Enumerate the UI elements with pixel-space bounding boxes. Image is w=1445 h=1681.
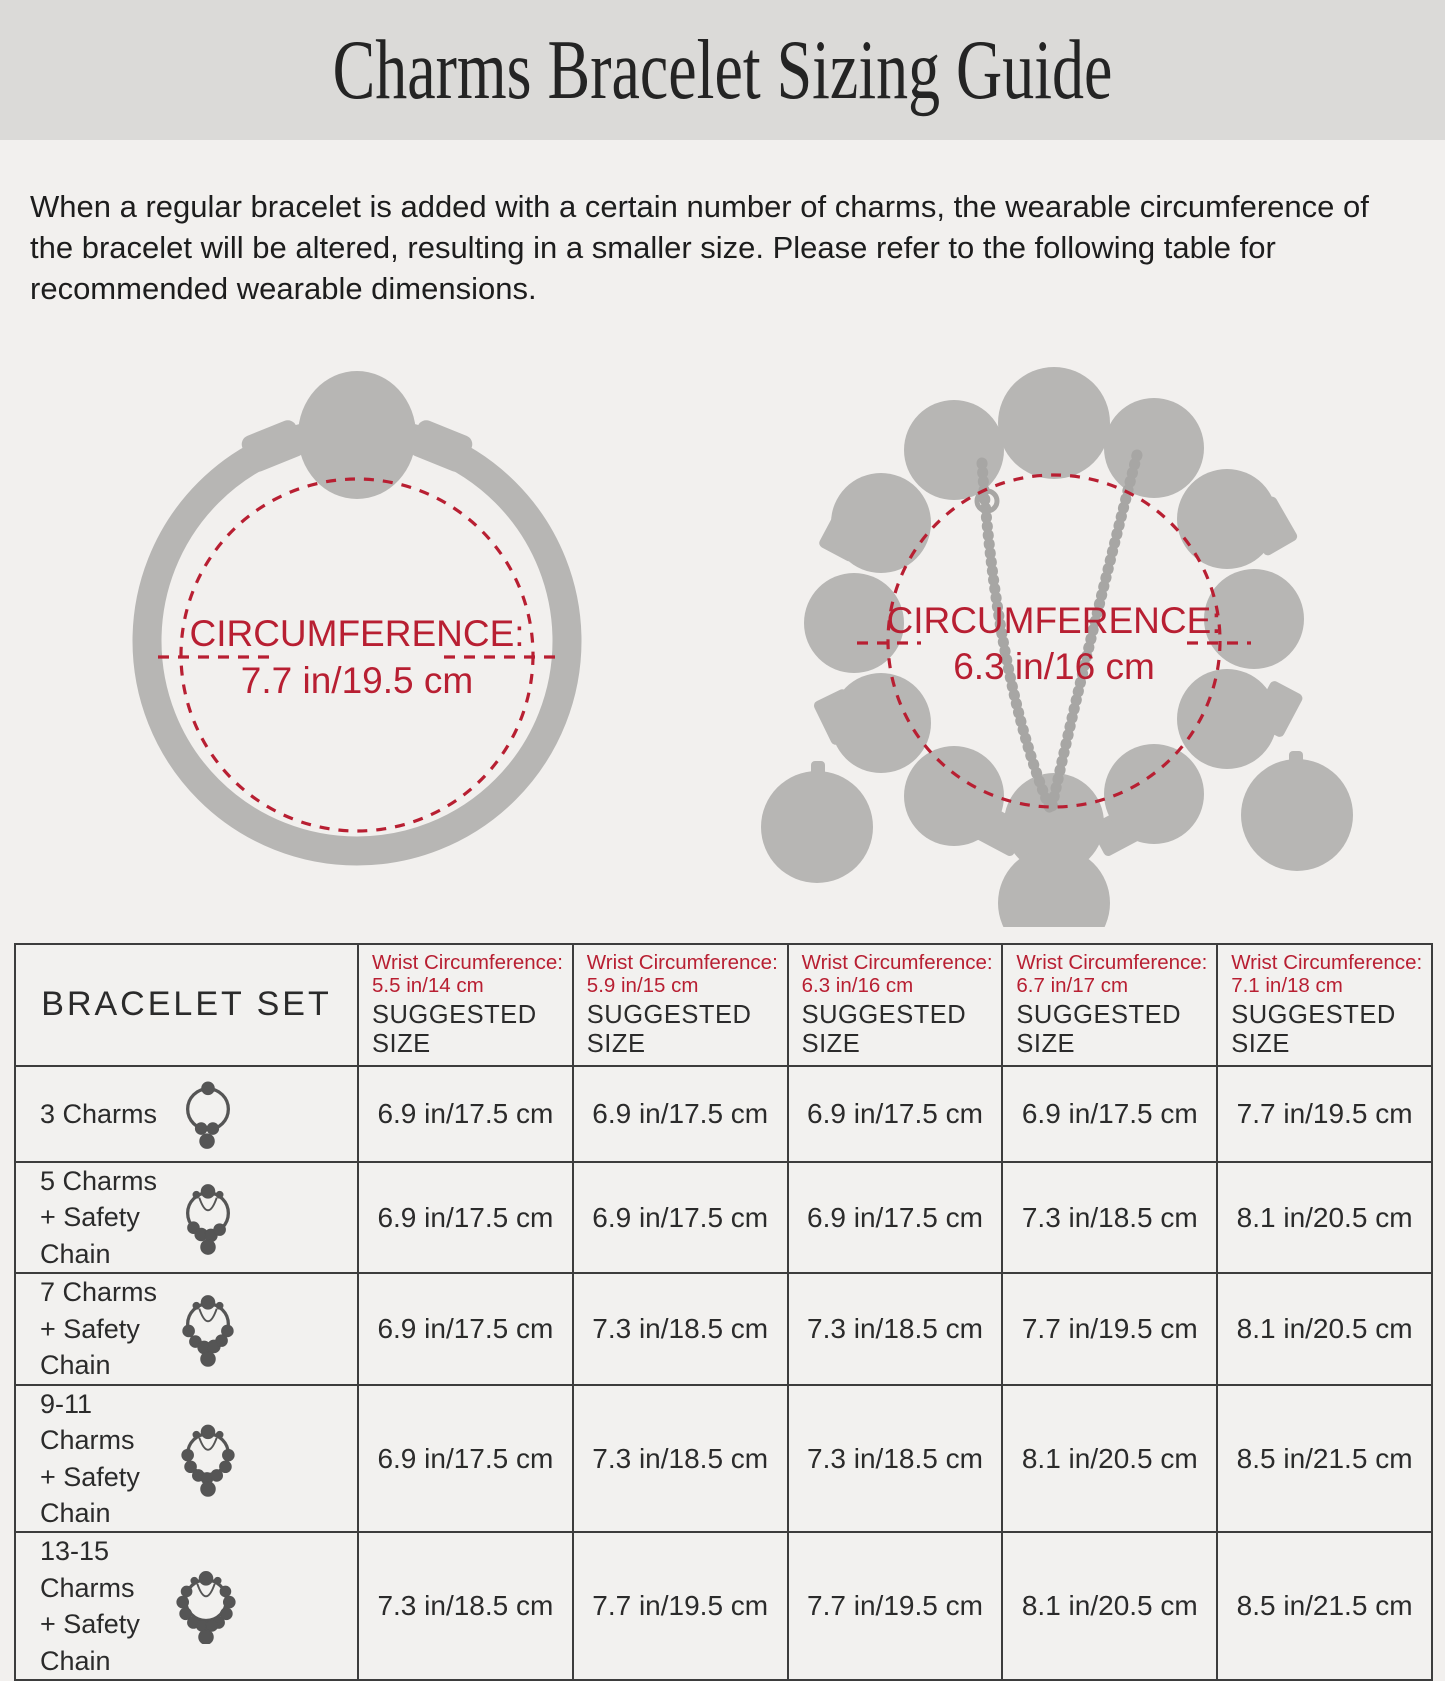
column-header-4 (1002, 944, 1217, 1066)
plain-bracelet-silhouette (147, 371, 567, 851)
size-cell: 7.7 in/19.5 cm (573, 1532, 788, 1680)
size-cell: 6.9 in/17.5 cm (788, 1162, 1003, 1273)
plain-circumference-value: 7.7 in/19.5 cm (240, 659, 474, 701)
wrist-label: Wrist Circumference: (1231, 950, 1423, 974)
size-cell: 7.7 in/19.5 cm (1002, 1273, 1217, 1384)
size-cell: 6.9 in/17.5 cm (358, 1273, 573, 1384)
size-cell: 8.1 in/20.5 cm (1002, 1532, 1217, 1680)
bracelet-13-15-charms-icon (173, 1568, 239, 1644)
suggested-size-label: SUGGESTED SIZE (1016, 1001, 1182, 1059)
table-row: 5 Charms + Safety Chain 6.9 in/17.5 cm 6.9 in/17.5 cm 6.9 in/17.5 cm 7.3 in/18.5 cm 8.1 in/20.5 cm (15, 1162, 1432, 1273)
charm-circumference-value: 6.3 in/16 cm (953, 645, 1155, 687)
bracelet-5-charms-icon (177, 1180, 239, 1256)
size-cell: 7.3 in/18.5 cm (788, 1385, 1003, 1533)
plain-bracelet-illustration (66, 343, 648, 927)
row-label: 3 Charms (40, 1098, 158, 1129)
column-header-5 (1217, 944, 1432, 1066)
size-cell: 6.9 in/17.5 cm (573, 1066, 788, 1162)
table-row (15, 1066, 1432, 1162)
size-cell: 6.9 in/17.5 cm (1002, 1066, 1217, 1162)
row-label: 5 Charms (40, 1166, 158, 1197)
bracelet-7-charms-icon (177, 1291, 239, 1367)
size-cell: 6.9 in/17.5 cm (358, 1066, 573, 1162)
size-cell: 8.5 in/21.5 cm (1217, 1385, 1432, 1533)
size-cell: 6.9 in/17.5 cm (573, 1162, 788, 1273)
suggested-size-label: SUGGESTED SIZE (586, 1001, 752, 1059)
table-row: 13-15 Charms + Safety Chain 7.3 in/18.5 cm 7.7 in/19.5 cm 7.7 in/19.5 cm 8.1 in/20.5 cm 8.5 in/21.5 cm (15, 1532, 1432, 1680)
table-header-row (15, 944, 1432, 1066)
wrist-label: Wrist Circumference: (372, 950, 563, 974)
plain-circumference-label: CIRCUMFERENCE: (189, 612, 525, 654)
page-title: Charms Bracelet Sizing Guide (332, 22, 1113, 117)
size-cell: 7.3 in/18.5 cm (358, 1532, 573, 1680)
size-cell: 8.1 in/20.5 cm (1217, 1162, 1432, 1273)
column-header-2 (573, 944, 788, 1066)
sizing-table (14, 943, 1433, 1681)
size-cell: 7.7 in/19.5 cm (1217, 1066, 1432, 1162)
table-row: 9-11 Charms + Safety Chain 6.9 in/17.5 cm 7.3 in/18.5 cm 7.3 in/18.5 cm 8.1 in/20.5 cm 8.5 in/21.5 cm (15, 1385, 1432, 1533)
suggested-size-label: SUGGESTED SIZE (1231, 1001, 1396, 1059)
size-cell: 8.5 in/21.5 cm (1217, 1532, 1432, 1680)
size-cell: 7.3 in/18.5 cm (573, 1273, 788, 1384)
wrist-label: Wrist Circumference: (801, 950, 993, 974)
size-cell: 8.1 in/20.5 cm (1217, 1273, 1432, 1384)
column-header-3 (788, 944, 1003, 1066)
size-cell: 7.3 in/18.5 cm (788, 1273, 1003, 1384)
charm-bracelet-illustration (729, 343, 1389, 927)
suggested-size-label: SUGGESTED SIZE (801, 1001, 967, 1059)
table-row: 7 Charms + Safety Chain 6.9 in/17.5 cm 7.3 in/18.5 cm 7.3 in/18.5 cm 7.7 in/19.5 cm 8.1 in/20.5 cm (15, 1273, 1432, 1384)
size-cell: 7.3 in/18.5 cm (573, 1385, 788, 1533)
size-cell: 7.3 in/18.5 cm (1002, 1162, 1217, 1273)
bracelet-3-charms-icon (177, 1076, 239, 1152)
size-cell: 8.1 in/20.5 cm (1002, 1385, 1217, 1533)
row-label: 7 Charms (40, 1277, 158, 1308)
charm-circumference-label: CIRCUMFERENCE: (886, 599, 1222, 641)
wrist-value: 5.5 in/14 cm (372, 973, 484, 997)
wrist-value: 6.7 in/17 cm (1016, 973, 1129, 997)
wrist-label: Wrist Circumference: (586, 950, 778, 974)
size-cell: 7.7 in/19.5 cm (788, 1532, 1003, 1680)
size-cell: 6.9 in/17.5 cm (788, 1066, 1003, 1162)
wrist-value: 6.3 in/16 cm (801, 973, 914, 997)
illustrations-row (0, 341, 1445, 929)
wrist-label: Wrist Circumference: (1016, 950, 1208, 974)
bracelet-9-11-charms-icon (177, 1421, 239, 1497)
column-header-1 (358, 944, 573, 1066)
wrist-value: 7.1 in/18 cm (1231, 973, 1343, 997)
intro-paragraph: When a regular bracelet is added with a certain number of charms, the wearable circumference of the bracelet will be altered, resulting in a smaller size. Please refer to the following table for recommended wearable dimensions. (30, 189, 1369, 306)
suggested-size-label: SUGGESTED SIZE (372, 1001, 537, 1059)
row-label: 9-11 Charms (40, 1388, 135, 1456)
size-cell: 6.9 in/17.5 cm (358, 1162, 573, 1273)
row-label: 13-15 Charms (40, 1536, 135, 1603)
wrist-value: 5.9 in/15 cm (586, 973, 699, 997)
title-banner (0, 0, 1445, 140)
size-cell: 6.9 in/17.5 cm (358, 1385, 573, 1533)
bracelet-set-header: BRACELET SET (15, 944, 358, 1066)
